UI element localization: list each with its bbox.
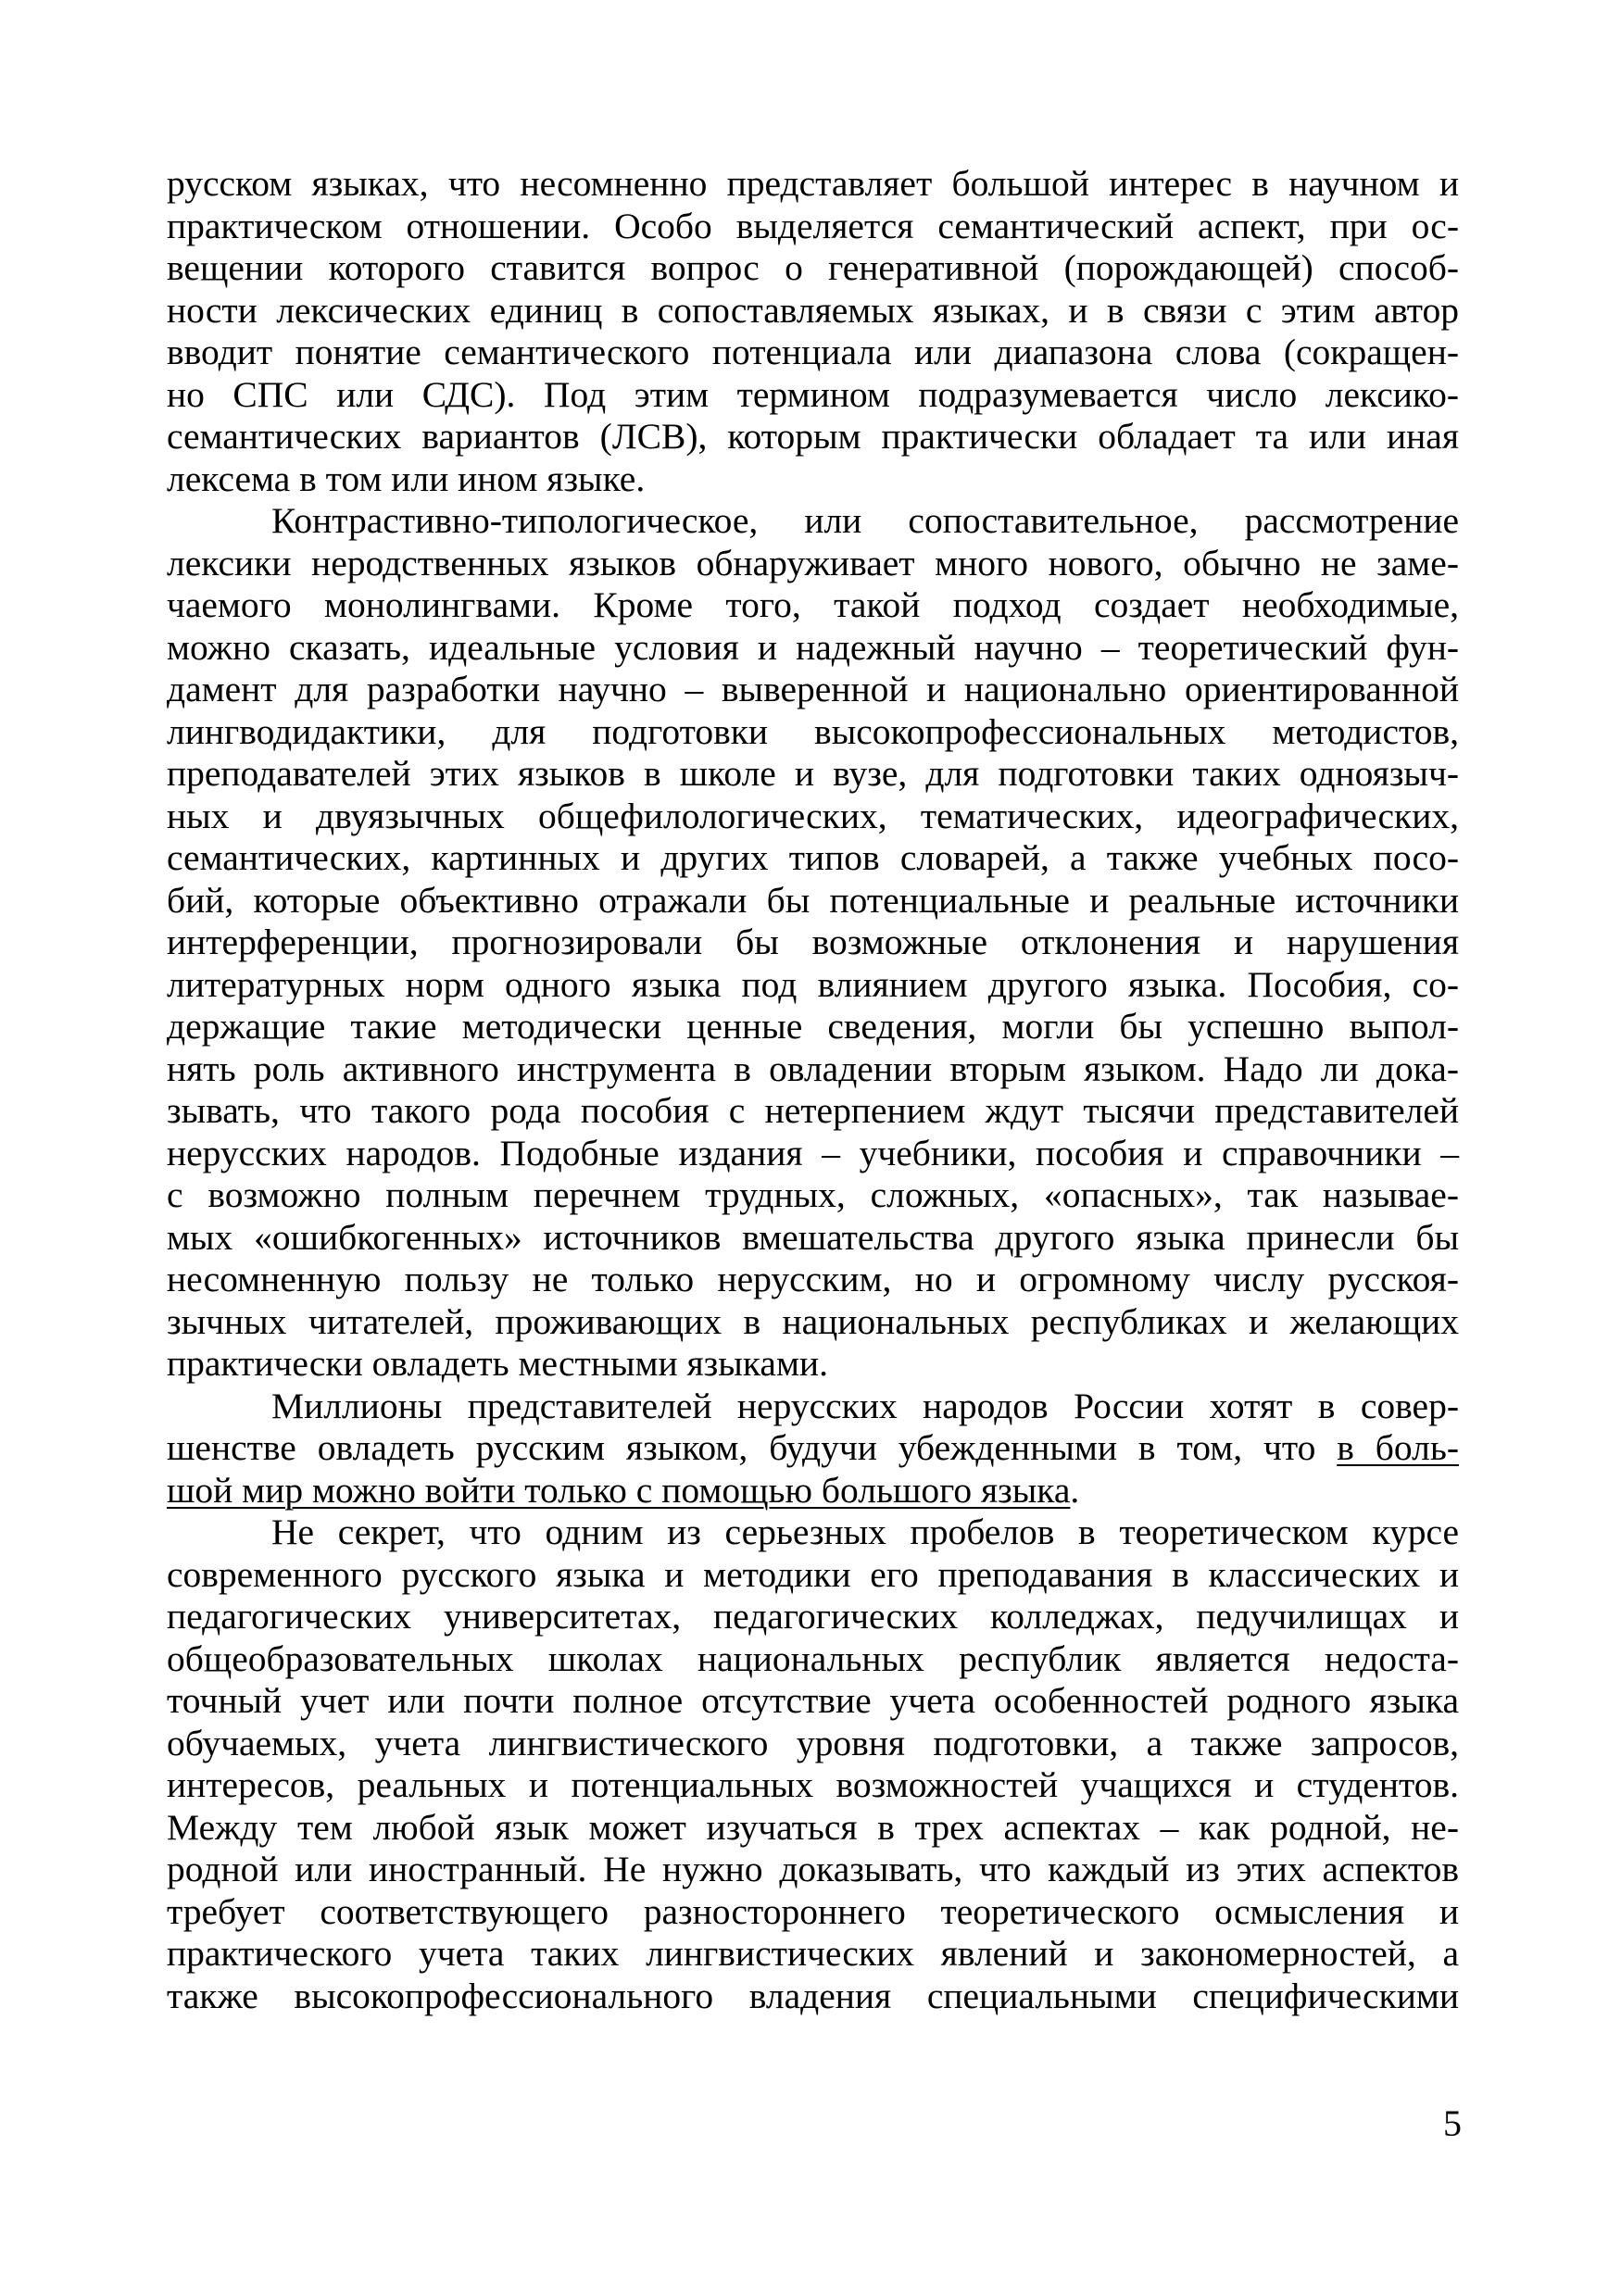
text-line: нять роль активного инструмента в овладении вторым языком. Надо ли дока-	[167, 1048, 1459, 1089]
text-line: преподавателей этих языков в школе и вузе, для подготовки таких одноязыч-	[167, 753, 1459, 794]
text-line: нерусских народов. Подобные издания – учебники, пособия и справочники –	[167, 1132, 1459, 1173]
text-line: лингводидактики, для подготовки высокопрофессиональных методистов,	[167, 710, 1459, 752]
text-line: чаемого монолингвами. Кроме того, такой подход создает необходимые,	[167, 584, 1459, 625]
text-line: лексики неродственных языков обнаруживает много нового, обычно не заме-	[167, 542, 1459, 583]
text-line: практическом отношении. Особо выделяется семантический аспект, при ос-	[167, 205, 1459, 246]
underlined-phrase: шой мир можно войти только с помощью большого языка	[167, 1469, 1071, 1511]
text-line: современного русского языка и методики его преподавания в классических и	[167, 1553, 1459, 1595]
text-line: семантических, картинных и других типов словарей, а также учебных посо-	[167, 837, 1459, 878]
page-number: 5	[1443, 2102, 1462, 2144]
text-line: ных и двуязычных общефилологических, тематических, идеографических,	[167, 795, 1459, 836]
text-line: обучаемых, учета лингвистического уровня подготовки, а также запросов,	[167, 1722, 1459, 1763]
text-line: интерференции, прогнозировали бы возможные отклонения и нарушения	[167, 922, 1459, 962]
text-line: лексема в том или ином языке.	[167, 458, 646, 499]
text-line: Между тем любой язык может изучаться в трех аспектах – как родной, не-	[167, 1806, 1459, 1848]
paragraph-3	[167, 1386, 1459, 1512]
text-line: Не секрет, что одним из серьезных пробелов в теоретическом курсе	[271, 1512, 1459, 1552]
text-line: семантических вариантов (ЛСВ), которым практически обладает та или иная	[167, 416, 1459, 457]
text-line	[167, 1470, 1459, 1512]
text-line: бий, которые объективно отражали бы потенциальные и реальные источники	[167, 879, 1459, 921]
text-line: можно сказать, идеальные условия и надежный научно – теоретический фун-	[167, 626, 1459, 668]
text-line: интересов, реальных и потенциальных возможностей учащихся и студентов.	[167, 1764, 1459, 1805]
paragraph-4	[167, 1512, 1459, 2017]
text-segment: шенстве овладеть русским языком, будучи убежденными в том, что	[167, 1427, 1338, 1468]
text-segment: .	[1070, 1469, 1080, 1511]
paragraph-2	[167, 500, 1459, 1386]
text-line: дамент для разработки научно – выверенной и национально ориентированной	[167, 669, 1459, 709]
text-line: педагогических университетах, педагогических колледжах, педучилищах и	[167, 1596, 1459, 1637]
text-line: ности лексических единиц в сопоставляемых языках, и в связи с этим автор	[167, 289, 1459, 331]
text-line: русском языках, что несомненно представляет большой интерес в научном и	[167, 163, 1459, 204]
text-line: практически овладеть местными языками.	[167, 1343, 828, 1384]
text-line: зычных читателей, проживающих в национальных республиках и желающих	[167, 1300, 1459, 1342]
text-line: несомненную пользу не только нерусским, но и огромному числу русскоя-	[167, 1259, 1459, 1299]
text-line: Контрастивно-типологическое, или сопоставительное, рассмотрение	[271, 500, 1459, 541]
paragraph-1	[167, 163, 1459, 500]
text-line: зывать, что такого рода пособия с нетерпением ждут тысячи представителей	[167, 1090, 1459, 1131]
text-line: требует соответствующего разностороннего теоретического осмысления и	[167, 1890, 1459, 1932]
text-line: точный учет или почти полное отсутствие учета особенностей родного языка	[167, 1680, 1459, 1721]
text-line: Миллионы представителей нерусских народов России хотят в совер-	[271, 1385, 1459, 1426]
text-line	[167, 1427, 1459, 1470]
text-line: родной или иностранный. Не нужно доказывать, что каждый из этих аспектов	[167, 1849, 1459, 1889]
text-line: мых «ошибкогенных» источников вмешательства другого языка принесли бы	[167, 1216, 1459, 1258]
text-line: но СПС или СДС). Под этим термином подразумевается число лексико-	[167, 373, 1459, 415]
underlined-phrase: в боль-	[1337, 1427, 1459, 1468]
text-line: вещении которого ставится вопрос о генеративной (порождающей) способ-	[167, 247, 1459, 288]
text-line: с возможно полным перечнем трудных, сложных, «опасных», так называе-	[167, 1174, 1459, 1215]
text-line: литературных норм одного языка под влиянием другого языка. Пособия, со-	[167, 963, 1459, 1005]
body-text	[167, 163, 1459, 2017]
text-line: также высокопрофессионального владения специальными специфическими	[167, 1975, 1459, 2016]
text-line: общеобразовательных школах национальных республик является недоста-	[167, 1637, 1459, 1679]
text-line: держащие такие методически ценные сведения, могли бы успешно выпол-	[167, 1006, 1459, 1047]
text-line: вводит понятие семантического потенциала или диапазона слова (сокращен-	[167, 332, 1459, 372]
text-line: практического учета таких лингвистических явлений и закономерностей, а	[167, 1933, 1459, 1974]
